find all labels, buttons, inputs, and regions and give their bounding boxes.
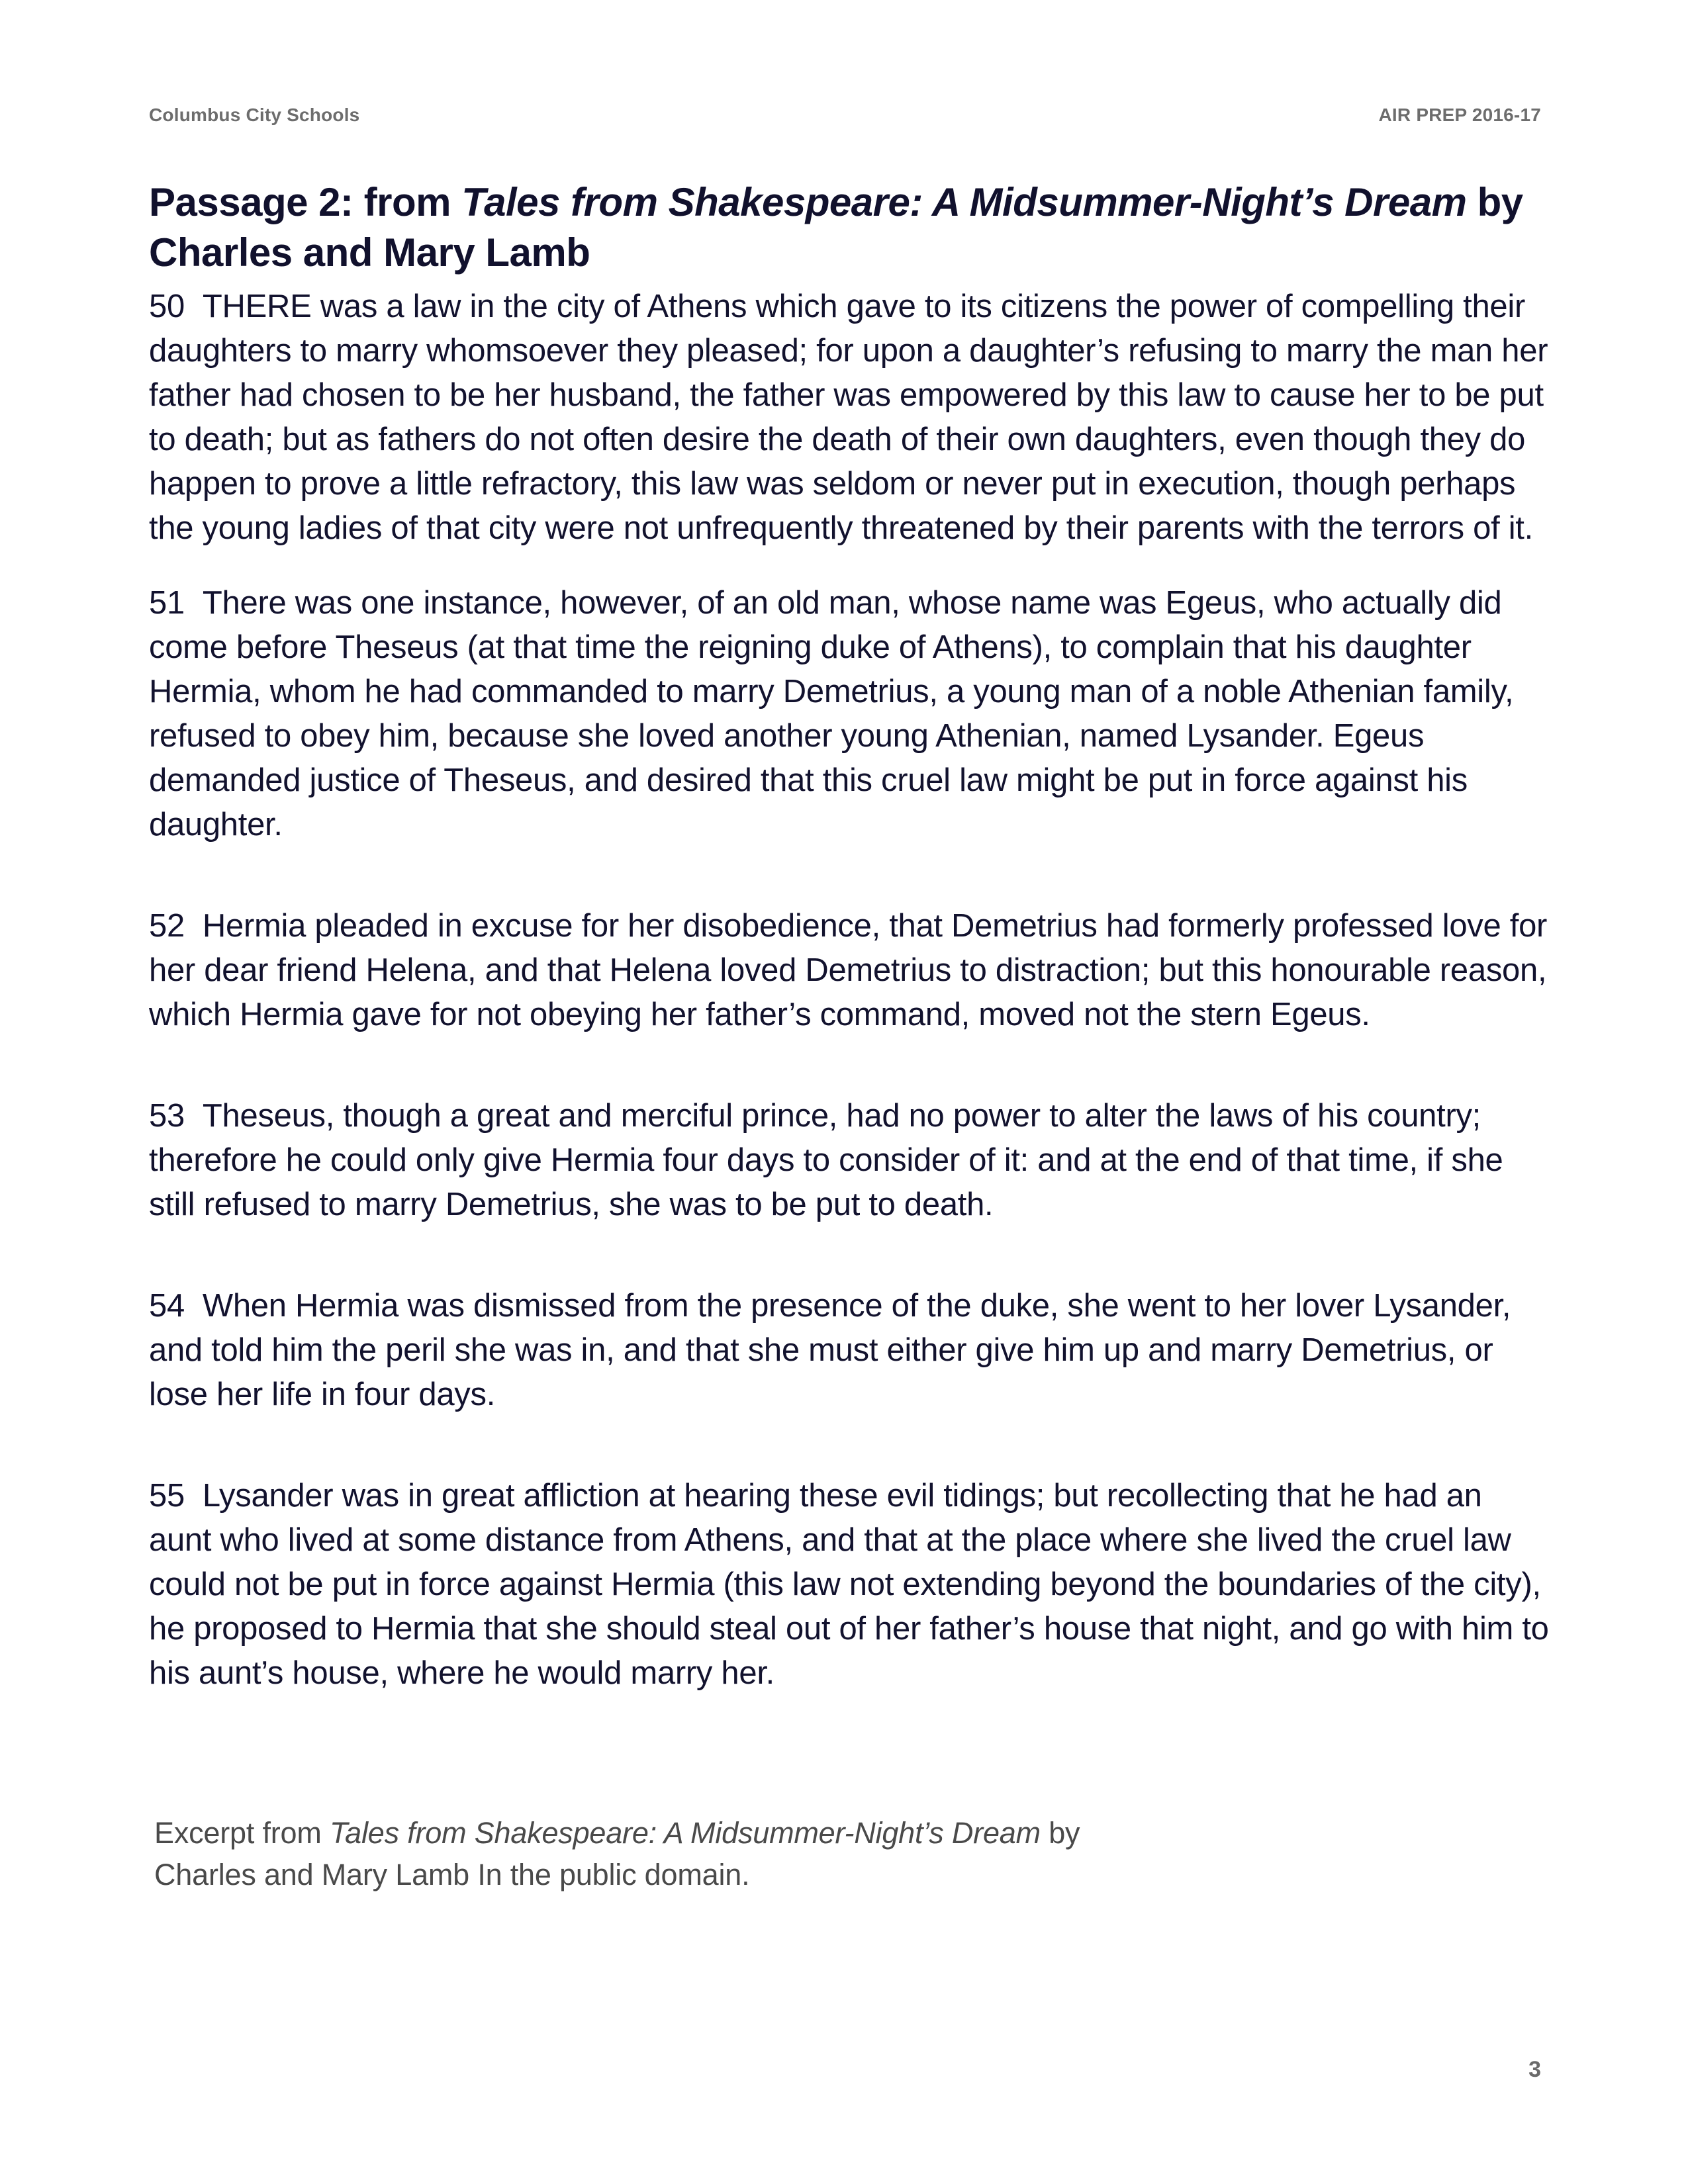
paragraph-text: Hermia pleaded in excuse for her disobedience, that Demetrius had formerly professed love for her dear friend Helena, and that Helena loved Demetrius to distraction; but this honourable reason, which Hermia gave for not obeying her father’s command, moved not the stern Egeus. [149, 908, 1548, 1032]
paragraph-number: 54 [149, 1288, 185, 1324]
citation-book-name: Tales from Shakespeare: A Midsummer-Night’s Dream [329, 1816, 1041, 1850]
paragraph-number: 55 [149, 1478, 185, 1514]
passage-paragraph-54 [149, 1284, 1552, 1417]
paragraph-number: 50 [149, 289, 185, 324]
passage-paragraph-55 [149, 1474, 1552, 1696]
passage-body [149, 285, 1552, 1752]
district-name: Columbus City Schools [149, 105, 360, 125]
citation-prefix: Excerpt from [154, 1816, 330, 1850]
passage-title-prefix: Passage 2: from [149, 180, 462, 225]
program-name: AIR PREP 2016-17 [1378, 105, 1541, 125]
paragraph-number: 51 [149, 585, 185, 621]
paragraph-text: Theseus, though a great and merciful prince, had no power to alter the laws of his country; therefore he could only give Hermia four days to consider of it: and at the end of that time, if she still refused to marry Demetrius, she was to be put to death. [149, 1098, 1503, 1222]
page-header [149, 105, 1541, 126]
paragraph-text: When Hermia was dismissed from the presence of the duke, she went to her lover Lysander, and told him the peril she was in, and that she must either give him up and marry Demetrius, or lose her life in four days. [149, 1288, 1511, 1412]
source-citation [154, 1812, 1134, 1895]
passage-title-suffix: by Charles and Mary Lamb [149, 180, 1523, 275]
paragraph-text: THERE was a law in the city of Athens which gave to its citizens the power of compelling their daughters to marry whomsoever they pleased; for upon a daughter’s refusing to marry the man her father had chosen to be her husband, the father was empowered by this law to cause her to be put to death; but as fathers do not often desire the death of their own daughters, even though they do happen to prove a little refractory, this law was seldom or never put in execution, though perhaps the young ladies of that city were not unfrequently threatened by their parents with the terrors of it. [149, 289, 1548, 546]
passage-paragraph-53 [149, 1094, 1552, 1227]
passage-title-book-name: Tales from Shakespeare: A Midsummer-Night’s Dream [461, 180, 1467, 225]
page-number: 3 [1528, 2057, 1541, 2082]
paragraph-text: There was one instance, however, of an old man, whose name was Egeus, who actually did come before Theseus (at that time the reigning duke of Athens), to complain that his daughter Hermia, whom he had commanded to marry Demetrius, a young man of a noble Athenian family, refused to obey him, because she loved another young Athenian, named Lysander. Egeus demanded justice of Theseus, and desired that this cruel law might be put in force against his daughter. [149, 585, 1514, 842]
paragraph-number: 53 [149, 1098, 185, 1134]
passage-paragraph-51 [149, 581, 1552, 847]
citation-suffix: by Charles and Mary Lamb In the public domain. [154, 1816, 1080, 1891]
paragraph-number: 52 [149, 908, 185, 944]
passage-paragraph-52 [149, 904, 1552, 1037]
paragraph-text: Lysander was in great affliction at hearing these evil tidings; but recollecting that he had an aunt who lived at some distance from Athens, and that at the place where she lived the cruel law could not be put in force against Hermia (this law not extending beyond the boundaries of the city), he proposed to Hermia that she should steal out of her father’s house that night, and go with him to his aunt’s house, where he would marry her. [149, 1478, 1549, 1691]
passage-paragraph-50 [149, 285, 1552, 551]
passage-title [149, 177, 1552, 278]
